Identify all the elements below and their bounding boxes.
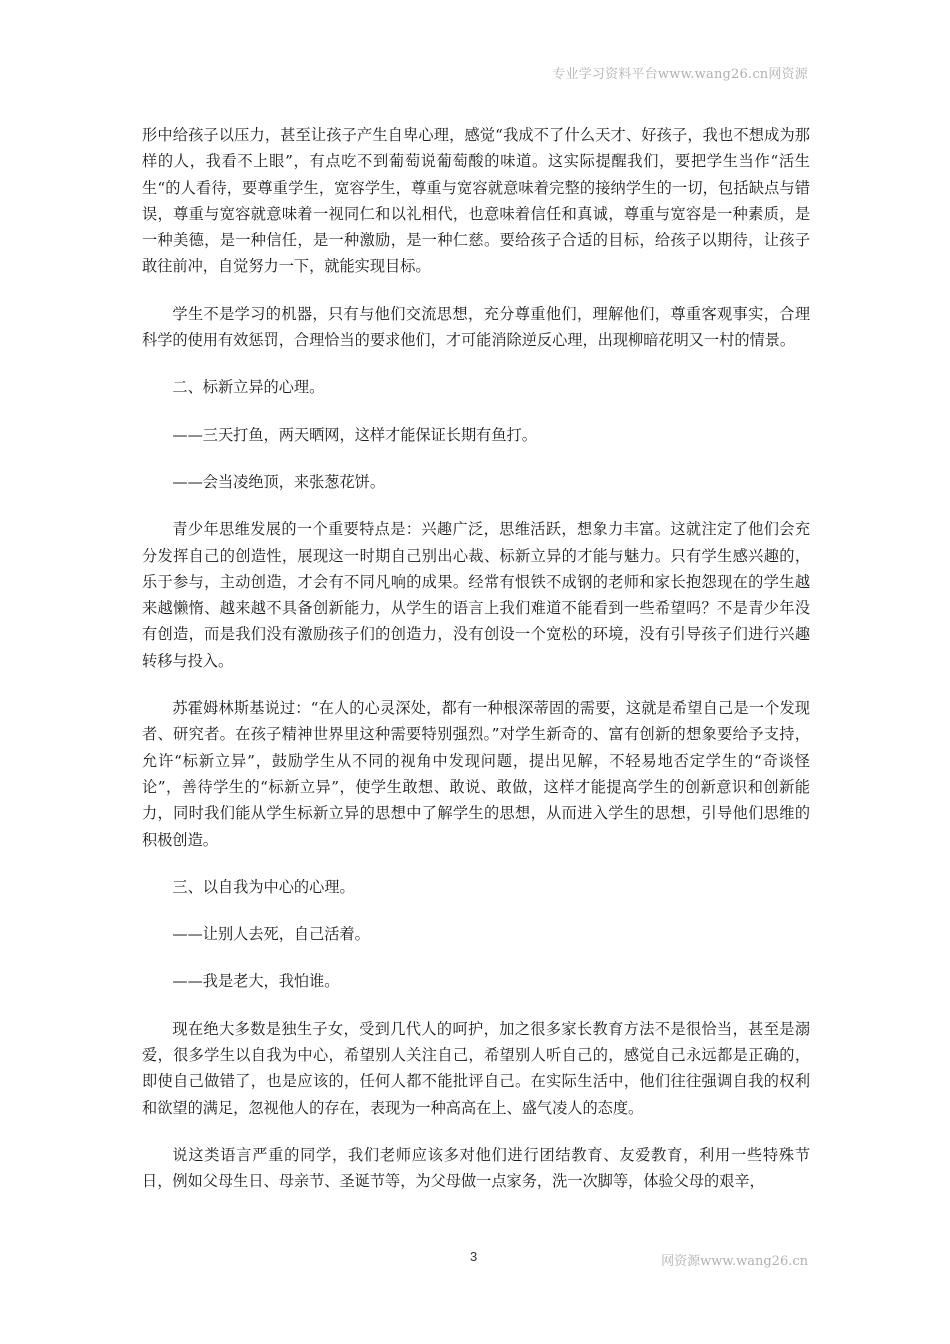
paragraph: 青少年思维发展的一个重要特点是：兴趣广泛，思维活跃，想象力丰富。这就注定了他们会充分发挥自己的创造性，展现这一时期自己别出心裁、标新立异的才能与魅力。只有学生感兴趣的，乐于参与，主动创造，才会有不同凡响的成果。经常有恨铁不成钢的老师和家长抱怨现在的学生越来越懒惰、越来越不具备创新能力，从学生的语言上我们难道不能看到一些希望吗？不是青少年没有创造，而是我们没有激励孩子们的创造力，没有创设一个宽松的环境，没有引导孩子们进行兴趣转移与投入。 — [142, 520, 810, 670]
section-heading-3: 三、以自我为中心的心理。 — [172, 877, 355, 896]
paragraph: 苏霍姆林斯基说过：“在人的心灵深处，都有一种根深蒂固的需要，这就是希望自己是一个发现者、研究者。在孩子精神世界里这种需要特别强烈。”对学生新奇的、富有创新的想象要给予支持，允许“标新立异”，鼓励学生从不同的视角中发现问题，提出见解，不轻易地否定学生的“奇谈怪论”，善待学生的“标新立异”，使学生敢想、敢说、敢做，这样才能提高学生的创新意识和创新能力，同时我们能从学生标新立异的思想中了解学生的思想，从而进入学生的思想，引导他们思维的积极创造。 — [142, 699, 810, 849]
quote-line: ——我是老大，我怕谁。 — [172, 972, 340, 991]
footer-site-note: 网资源www.wang26.cn — [661, 1254, 808, 1269]
section-heading-2: 二、标新立异的心理。 — [172, 378, 325, 397]
paragraph: 现在绝大多数是独生子女，受到几代人的呵护，加之很多家长教育方法不是很恰当，甚至是溺爱，很多学生以自我为中心，希望别人关注自己，希望别人听自己的，感觉自己永远都是正确的，即使自己做错了，也是应该的，任何人都不能批评自己。在实际生活中，他们往往强调自我的权利和欲望的满足，忽视他人的存在，表现为一种高高在上、盛气凌人的态度。 — [142, 1019, 810, 1117]
document-body — [142, 122, 810, 1216]
page-number: 3 — [470, 1249, 478, 1264]
quote-line: ——让别人去死，自己活着。 — [172, 925, 370, 944]
quote-line: ——三天打鱼，两天晒网，这样才能保证长期有鱼打。 — [172, 425, 537, 444]
paragraph: 说这类语言严重的同学，我们老师应该多对他们进行团结教育、友爱教育，利用一些特殊节日，例如父母生日、母亲节、圣诞节等，为父母做一点家务，洗一次脚等，体验父母的艰辛， — [142, 1145, 810, 1191]
paragraph: 学生不是学习的机器，只有与他们交流思想，充分尊重他们，理解他们，尊重客观事实，合理科学的使用有效惩罚，合理恰当的要求他们，才可能消除逆反心理，出现柳暗花明又一村的情景。 — [142, 304, 810, 350]
header-site-note: 专业学习资料平台www.wang26.cn网资源 — [552, 67, 808, 82]
quote-line: ——会当凌绝顶，来张葱花饼。 — [172, 472, 386, 491]
paragraph-continued: 形中给孩子以压力，甚至让孩子产生自卑心理，感觉“我成不了什么天才、好孩子，我也不想成为那样的人，我看不上眼”，有点吃不到葡萄说葡萄酸的味道。这实际提醒我们，要把学生当作“活生生“的人看待，要尊重学生，宽容学生，尊重与宽容就意味着完整的接纳学生的一切，包括缺点与错误，尊重与宽容就意味着一视同仁和以礼相代，也意味着信任和真诚，尊重与宽容是一种素质，是一种美德，是一种信任，是一种激励，是一种仁慈。要给孩子合适的目标，给孩子以期待，让孩子敢往前冲，自觉努力一下，就能实现目标。 — [142, 126, 810, 276]
